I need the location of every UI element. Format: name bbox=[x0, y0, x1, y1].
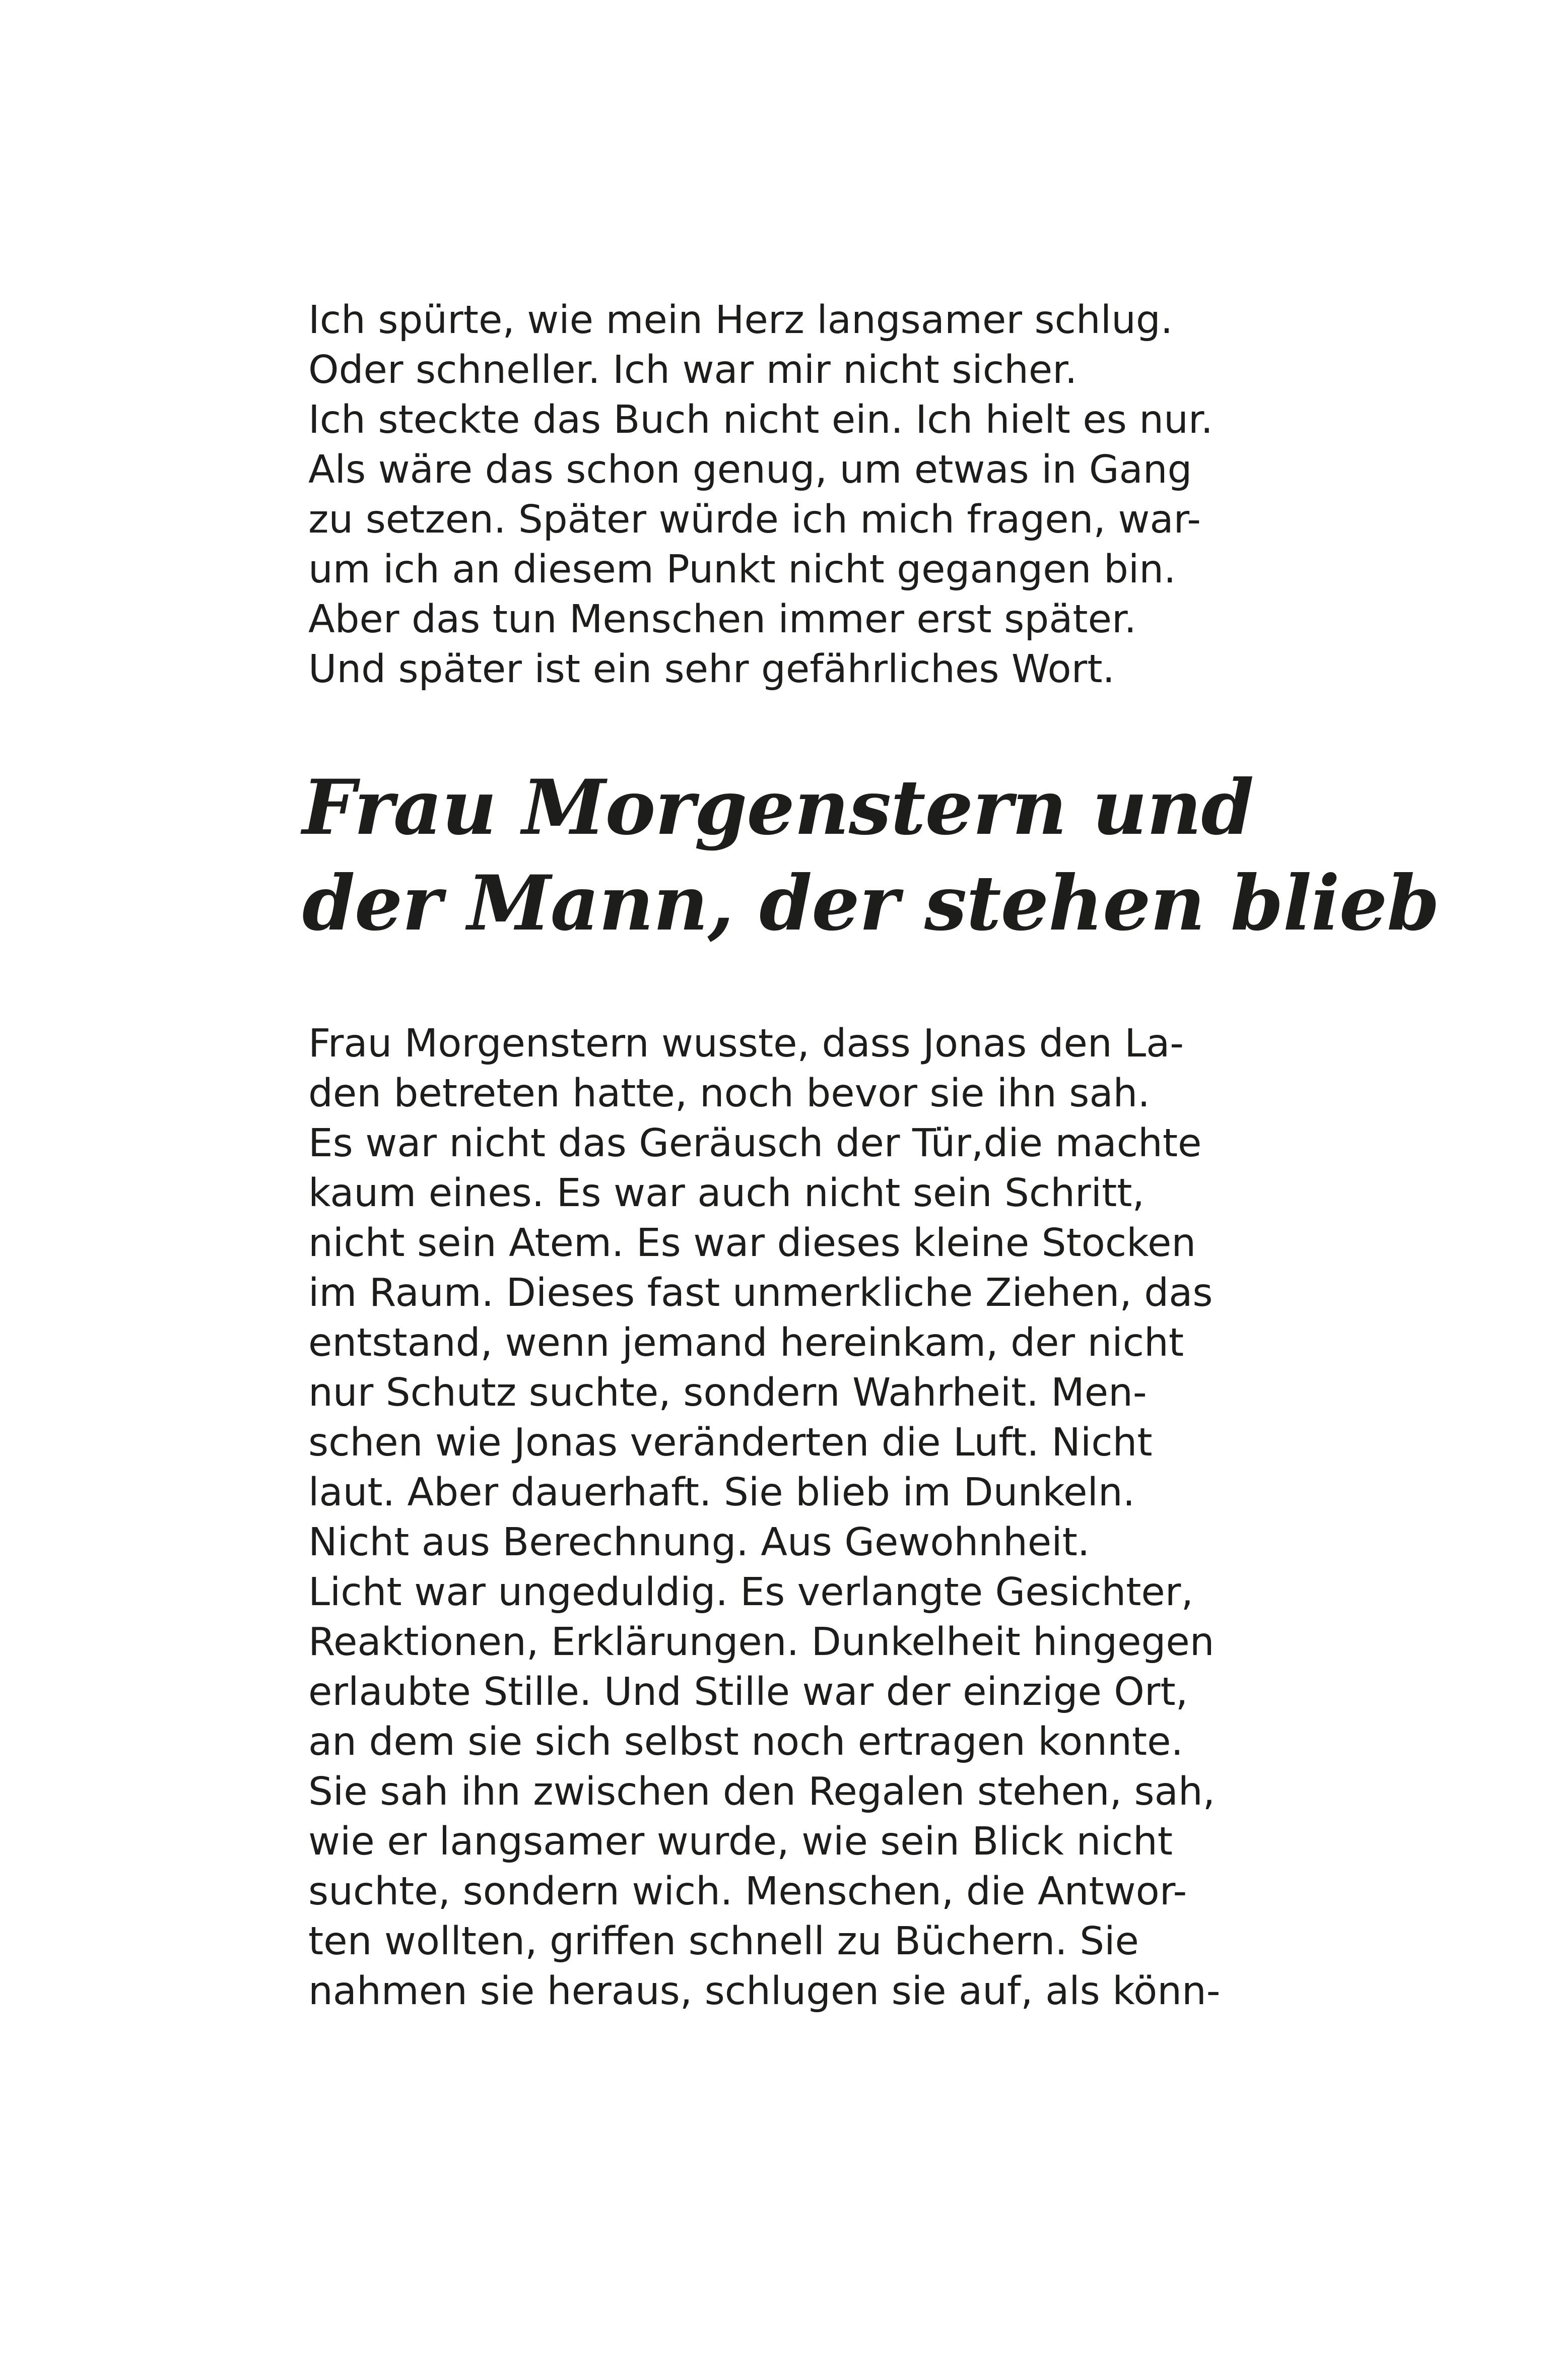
text-line: Sie sah ihn zwischen den Regalen stehen, sah, bbox=[308, 1769, 1216, 1814]
text-line: Licht war ungeduldig. Es verlangte Gesichter, bbox=[308, 1570, 1193, 1615]
text-line: Ich spürte, wie mein Herz langsamer schlug. bbox=[308, 298, 1173, 343]
chapter-heading-line-2: der Mann, der stehen blieb bbox=[302, 859, 1440, 948]
text-line: schen wie Jonas veränderten die Luft. Nicht bbox=[308, 1420, 1153, 1465]
text-line: zu setzen. Später würde ich mich fragen, war- bbox=[308, 497, 1201, 542]
text-line: Frau Morgenstern wusste, dass Jonas den La- bbox=[308, 1021, 1184, 1066]
chapter-heading bbox=[302, 760, 1440, 951]
text-line: ten wollten, griffen schnell zu Büchern. Sie bbox=[308, 1919, 1139, 1964]
body-paragraph bbox=[308, 1019, 1265, 2016]
text-line: Es war nicht das Geräusch der Tür,die machte bbox=[308, 1121, 1202, 1166]
text-line: im Raum. Dieses fast unmerkliche Ziehen, das bbox=[308, 1271, 1213, 1315]
text-line: Und später ist ein sehr gefährliches Wort. bbox=[308, 647, 1115, 692]
text-line: Als wäre das schon genug, um etwas in Gang bbox=[308, 447, 1192, 492]
text-line: suchte, sondern wich. Menschen, die Antwor- bbox=[308, 1869, 1187, 1914]
text-line: an dem sie sich selbst noch ertragen konnte. bbox=[308, 1720, 1183, 1764]
text-line: Aber das tun Menschen immer erst später. bbox=[308, 597, 1137, 642]
chapter-heading-line-1: Frau Morgenstern und bbox=[302, 763, 1254, 852]
text-line: erlaubte Stille. Und Stille war der einzige Ort, bbox=[308, 1670, 1188, 1714]
text-line: Oder schneller. Ich war mir nicht sicher. bbox=[308, 348, 1078, 392]
intro-paragraph bbox=[308, 295, 1265, 694]
text-line: entstand, wenn jemand hereinkam, der nicht bbox=[308, 1320, 1184, 1365]
text-line: den betreten hatte, noch bevor sie ihn sah. bbox=[308, 1071, 1150, 1116]
text-line: nicht sein Atem. Es war dieses kleine Stocken bbox=[308, 1221, 1196, 1266]
text-line: Nicht aus Berechnung. Aus Gewohnheit. bbox=[308, 1520, 1090, 1565]
text-line: Ich steckte das Buch nicht ein. Ich hielt es nur. bbox=[308, 398, 1213, 442]
text-line: laut. Aber dauerhaft. Sie blieb im Dunkeln. bbox=[308, 1470, 1135, 1515]
text-line: Reaktionen, Erklärungen. Dunkelheit hingegen bbox=[308, 1620, 1215, 1665]
text-line: kaum eines. Es war auch nicht sein Schritt, bbox=[308, 1171, 1145, 1216]
text-line: nahmen sie heraus, schlugen sie auf, als könn- bbox=[308, 1969, 1221, 2014]
text-line: um ich an diesem Punkt nicht gegangen bin. bbox=[308, 547, 1176, 592]
text-line: nur Schutz suchte, sondern Wahrheit. Men- bbox=[308, 1370, 1147, 1415]
text-line: wie er langsamer wurde, wie sein Blick nicht bbox=[308, 1819, 1173, 1864]
